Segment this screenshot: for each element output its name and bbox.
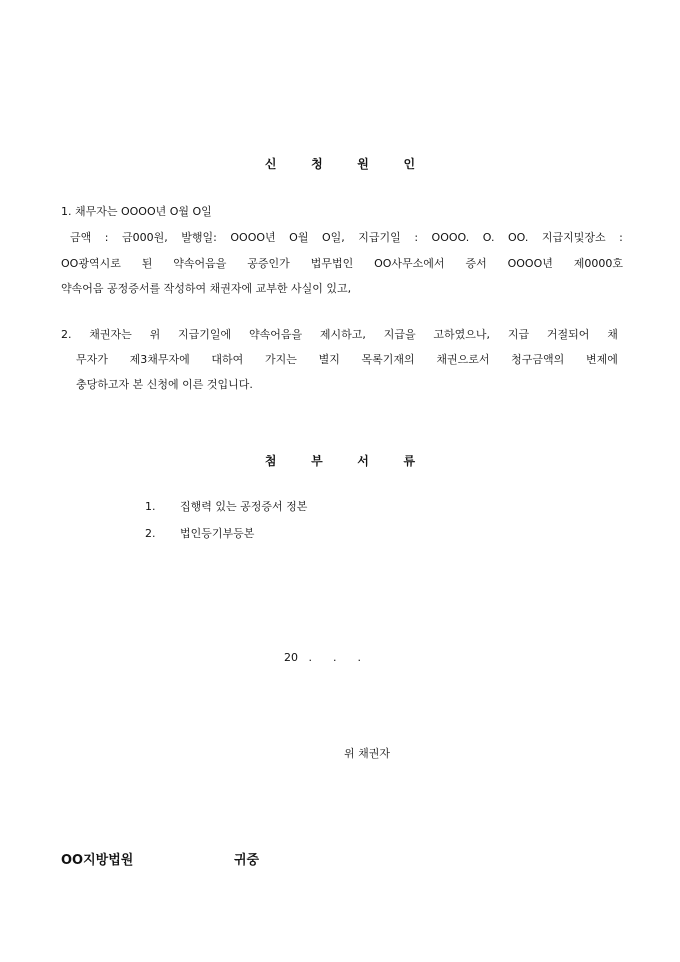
court-name: OO지방법원 [61, 853, 134, 868]
word: 금000원, [122, 231, 168, 244]
reason-item-1-line-2 [61, 257, 623, 271]
title-char: 청 [311, 157, 323, 171]
word: OO광역시로 [61, 257, 121, 270]
date-line: 20 . . . [284, 651, 361, 664]
signer-label: 위 채권자 [344, 747, 391, 760]
word: 채권자는 [89, 328, 132, 341]
word: 지급지및장소 [541, 231, 606, 244]
attachment-number: 2. [145, 527, 156, 540]
attachment-item-2 [145, 527, 254, 541]
word: 청구금액의 [511, 353, 565, 366]
title-char: 류 [403, 454, 416, 468]
attachments-section-title [0, 452, 680, 469]
reason-item-1-head: 1. 채무자는 OOOO년 O월 O일 [61, 205, 212, 218]
word: 지급 [507, 328, 530, 341]
word: 지급기일에 [178, 328, 232, 341]
word: 목록기재의 [361, 353, 415, 366]
word: 법무법인 [310, 257, 354, 270]
word: OOOO년 [507, 257, 553, 270]
word: : [104, 231, 109, 244]
word: 금액 [70, 231, 92, 244]
word: : [619, 231, 623, 244]
word: 공증인가 [247, 257, 290, 270]
word: 된 [141, 257, 153, 270]
attachment-text: 법인등기부등본 [180, 527, 255, 540]
word: 2. [61, 328, 72, 341]
reason-item-1-line-3: 약속어음 공정증서를 작성하여 채권자에 교부한 사실이 있고, [61, 282, 352, 295]
reason-section-title [0, 155, 680, 172]
word: 고하였으나, [433, 328, 491, 341]
word: O. [482, 231, 495, 244]
attachment-number: 1. [145, 500, 156, 513]
word: 지급을 [383, 328, 416, 341]
attachment-text: 집행력 있는 공정증서 정본 [180, 500, 308, 513]
word: 채 [607, 328, 618, 341]
reason-item-2-line-3: 충당하고자 본 신청에 이른 것입니다. [76, 378, 253, 391]
word: 대하여 [211, 353, 244, 366]
court-honorific: 귀중 [234, 853, 260, 868]
word: 제3채무자에 [129, 353, 190, 366]
word: 채권으로서 [436, 353, 490, 366]
reason-item-2-line-2 [76, 353, 618, 367]
title-char: 신 [264, 157, 277, 171]
word: 지급기일 [358, 231, 401, 244]
title-char: 첨 [264, 454, 277, 468]
word: OOOO년 [230, 231, 276, 244]
reason-item-2-line-1 [61, 328, 618, 342]
word: OO. [507, 231, 529, 244]
word: OO사무소에서 [374, 257, 445, 270]
word: 무자가 [76, 353, 108, 366]
title-char: 부 [311, 454, 323, 468]
title-char: 서 [357, 454, 369, 468]
word: 증서 [465, 257, 487, 270]
word: 약속어음을 [173, 257, 227, 270]
word: 제0000호 [573, 257, 623, 270]
word: : [414, 231, 419, 244]
word: 제시하고, [319, 328, 366, 341]
word: 약속어음을 [248, 328, 303, 341]
word: O일, [321, 231, 345, 244]
attachment-item-1 [145, 500, 307, 514]
word: 위 [149, 328, 161, 341]
word: OOOO. [431, 231, 470, 244]
word: O월 [289, 231, 309, 244]
title-char: 원 [357, 157, 369, 171]
word: 별지 [318, 353, 340, 366]
word: 가지는 [264, 353, 297, 366]
word: 변제에 [586, 353, 618, 366]
word: 거절되어 [546, 328, 590, 341]
reason-item-1-line-1 [70, 231, 623, 245]
title-char: 인 [403, 157, 416, 171]
word: 발행일: [181, 231, 217, 244]
